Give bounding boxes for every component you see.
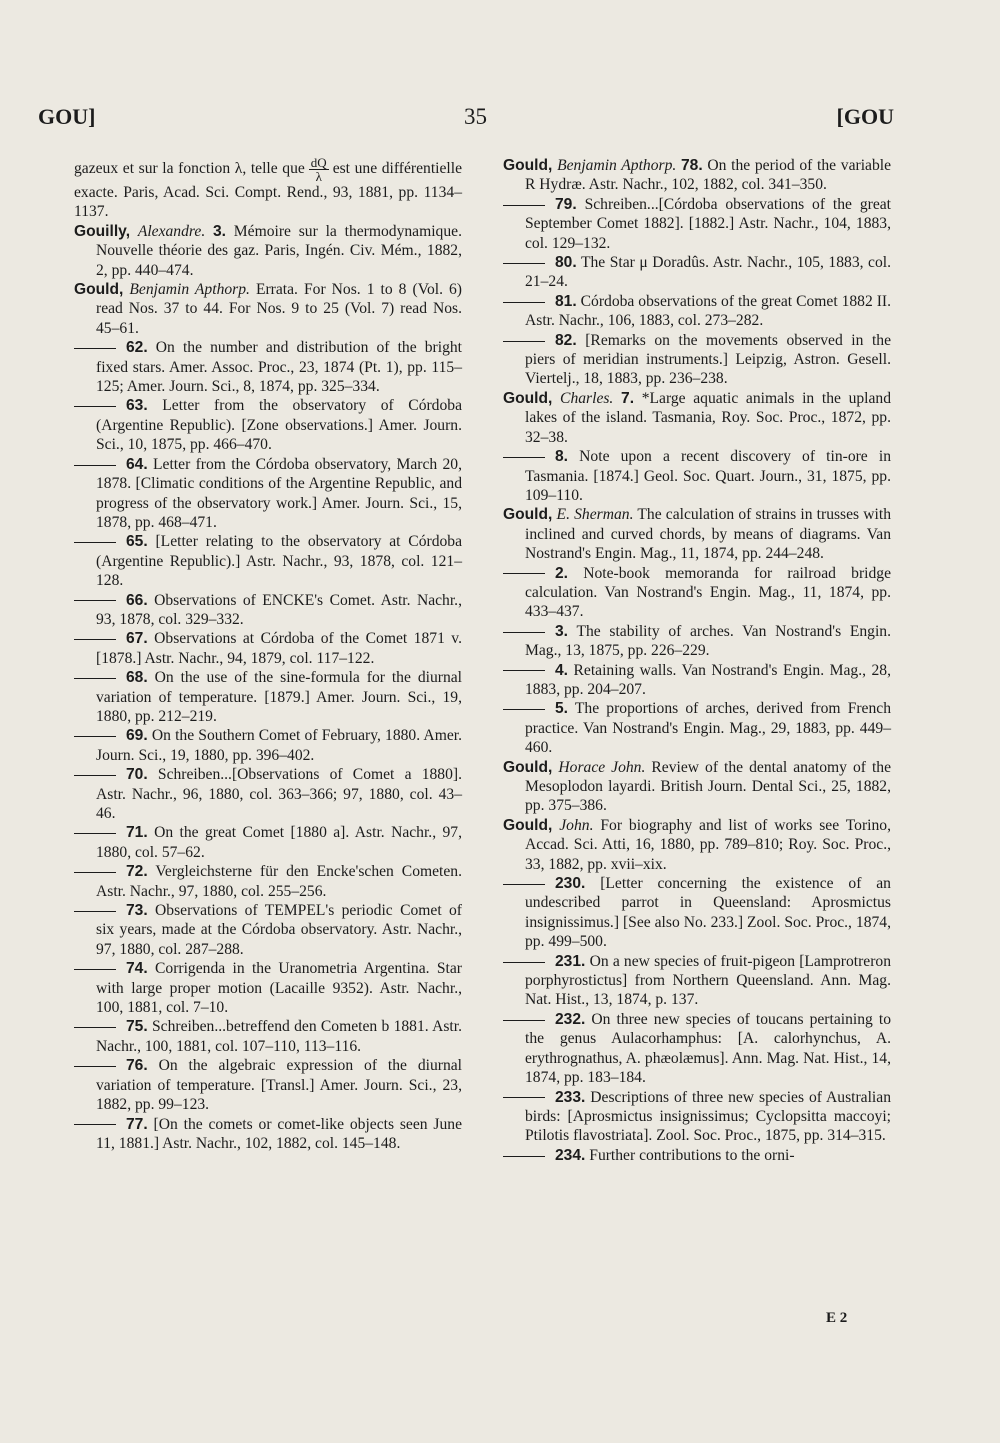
ditto-rule xyxy=(74,911,116,912)
entry-number: 7. xyxy=(621,389,635,407)
ditto-rule xyxy=(74,542,116,543)
ditto-rule xyxy=(74,1066,116,1067)
ditto-rule xyxy=(74,736,116,737)
bibliography-entry xyxy=(74,222,462,280)
ditto-rule xyxy=(74,1124,116,1125)
bibliography-entry xyxy=(74,862,462,901)
signature-mark: E 2 xyxy=(826,1310,848,1326)
page-number: 35 xyxy=(464,104,487,129)
entry-number: 67. xyxy=(126,630,148,648)
entry-number: 233. xyxy=(555,1088,586,1106)
author-surname: Gouilly, xyxy=(74,222,131,240)
entry-text: Schreiben...betreffend den Cometen b 1881. Astr. Nachr., 100, 1881, col. 107–110, 113–116. xyxy=(96,1018,462,1055)
entry-text: Errata. For Nos. 1 to 8 (Vol. 6) read Nos. 37 to 44. For Nos. 9 to 25 (Vol. 7) read Nos. 45–61. xyxy=(96,281,462,337)
ditto-rule xyxy=(74,1027,116,1028)
bibliography-entry xyxy=(503,661,891,700)
entry-text: Corrigenda in the Uranometria Argentina. Star with large proper motion (Lacaille 9352). Astr. Nachr., 100, 1881, col. 7–10. xyxy=(96,960,462,1017)
running-head-right: [GOU xyxy=(836,104,894,129)
author-given-name: John. xyxy=(559,816,594,834)
ditto-rule xyxy=(503,670,545,671)
author-surname: Gould, xyxy=(74,281,124,299)
entry-number: 8. xyxy=(555,448,569,466)
ditto-rule xyxy=(503,1156,545,1157)
running-head-left: GOU] xyxy=(38,104,96,129)
entry-number: 234. xyxy=(555,1146,586,1164)
entry-text: Observations of ENCKE's Comet. Astr. Nachr., 93, 1878, col. 329–332. xyxy=(96,591,462,628)
bibliography-entry xyxy=(503,952,891,1010)
entry-text: Mémoire sur la thermodynamique. Nouvelle théorie des gaz. Paris, Ingén. Civ. Mém., 1882, 2, pp. 440–474. xyxy=(96,222,462,279)
bibliography-entry xyxy=(503,758,891,816)
ditto-rule xyxy=(503,962,545,963)
entry-number: 62. xyxy=(126,339,148,357)
ditto-rule xyxy=(503,457,545,458)
bibliography-entry xyxy=(74,726,462,765)
author-surname: Gould, xyxy=(503,389,553,407)
entry-number: 3. xyxy=(213,222,227,240)
bibliography-entry xyxy=(74,591,462,630)
entry-number: 3. xyxy=(555,622,569,640)
fraction-denominator: λ xyxy=(315,169,322,184)
bibliography-entry xyxy=(503,505,891,563)
entry-text: On the number and distribution of the bright fixed stars. Amer. Assoc. Proc., 23, 1874 (Pt. 1), pp. 115–125; Amer. Journ. Sci., 8, 1874, pp. 325–334. xyxy=(96,339,462,396)
entry-number: 71. xyxy=(126,824,148,842)
entry-number: 2. xyxy=(555,564,569,582)
entry-text: On the use of the sine-formula for the diurnal variation of temperature. [1879.] Amer. Journ. Sci., 19, 1880, pp. 212–219. xyxy=(96,669,462,725)
author-given-name: Benjamin Apthorp. xyxy=(557,157,677,174)
entry-number: 79. xyxy=(555,195,577,213)
ditto-rule xyxy=(503,263,545,264)
bibliography-entry xyxy=(74,280,462,338)
bibliography-entry xyxy=(503,156,891,195)
entry-number: 76. xyxy=(126,1057,148,1075)
bibliography-entry xyxy=(74,1115,462,1154)
bibliography-entry xyxy=(74,1056,462,1114)
entry-number: 69. xyxy=(126,727,148,745)
entry-number: 75. xyxy=(126,1018,148,1036)
entry-number: 5. xyxy=(555,700,569,718)
fraction-numerator: dQ xyxy=(310,155,327,170)
ditto-rule xyxy=(74,348,116,349)
entry-number: 80. xyxy=(555,254,577,272)
ditto-rule xyxy=(503,1020,545,1021)
author-given-name: Alexandre. xyxy=(137,222,206,240)
entry-text: The stability of arches. Van Nostrand's Engin. Mag., 13, 1875, pp. 226–229. xyxy=(525,622,891,660)
entry-text: [On the comets or comet-like objects seen June 11, 1881.] Astr. Nachr., 102, 1882, col. 145–148. xyxy=(96,1115,462,1152)
bibliography-entry xyxy=(503,331,891,389)
bibliography-entry xyxy=(74,823,462,862)
author-given-name: Horace John. xyxy=(558,758,646,776)
entry-text: On a new species of fruit-pigeon [Lamprotreron porphyrostictus] from Northern Queensland. Ann. Mag. Nat. Hist., 13, 1874, p. 137. xyxy=(525,952,891,1009)
bibliography-entry xyxy=(503,389,891,447)
entry-text: On three new species of toucans pertaining to the genus Aulacorhamphus: [A. calorhynchus, A. erythrognathus, A. phæolæmus]. Ann. Mag. Nat. Hist., 14, 1874, pp. 183–184. xyxy=(525,1010,891,1087)
bibliography-entry xyxy=(74,959,462,1017)
bibliography-entry xyxy=(74,901,462,959)
author-given-name: Charles. xyxy=(560,389,614,407)
bibliography-entry xyxy=(503,447,891,505)
entry-text: [Remarks on the movements observed in the piers of meridian instruments.] Leipzig, Astron. Gesell. Viertelj., 18, 1883, pp. 236–238. xyxy=(525,331,891,388)
bibliography-entry xyxy=(503,564,891,622)
entry-text: Review of the dental anatomy of the Mesoplodon layardi. British Journ. Dental Sci., 25, 1882, pp. 375–386. xyxy=(525,758,891,815)
author-surname: Gould, xyxy=(503,506,553,524)
entry-text: Vergleichsterne für den Encke'schen Cometen. Astr. Nachr., 97, 1880, col. 255–256. xyxy=(96,863,462,900)
ditto-rule xyxy=(74,406,116,407)
entry-text: Observations at Córdoba of the Comet 1871 v. [1878.] Astr. Nachr., 94, 1879, col. 117–122. xyxy=(96,630,462,667)
bibliography-entry xyxy=(503,816,891,874)
author-surname: Gould, xyxy=(503,758,553,776)
bibliography-entry xyxy=(503,874,891,952)
ditto-rule xyxy=(74,639,116,640)
entry-number: 81. xyxy=(555,292,577,310)
ditto-rule xyxy=(503,302,545,303)
entry-text: Observations of TEMPEL's periodic Comet of six years, made at the Córdoba observatory. Astr. Nachr., 97, 1880, col. 287–288. xyxy=(96,902,462,958)
ditto-rule xyxy=(503,573,545,574)
entry-number: 72. xyxy=(126,863,148,881)
ditto-rule xyxy=(74,775,116,776)
ditto-rule xyxy=(74,678,116,679)
entry-number: 82. xyxy=(555,331,577,349)
bibliography-entry xyxy=(74,156,462,222)
bibliography-entry xyxy=(74,455,462,533)
entry-number: 77. xyxy=(126,1115,148,1133)
bibliography-entry xyxy=(74,668,462,726)
bibliography-entry xyxy=(503,292,891,331)
entry-text: Schreiben...[Observations of Comet a 1880]. Astr. Nachr., 96, 1880, col. 363–366; 97, 1880, col. 43–46. xyxy=(96,766,462,822)
entry-number: 231. xyxy=(555,952,586,970)
ditto-rule xyxy=(503,632,545,633)
entry-text: Descriptions of three new species of Australian birds: [Aprosmictus insignissimus; Cyclopsitta maccoyi; Ptilotis flavostriata]. Zool. Soc. Proc., 1875, pp. 314–315. xyxy=(525,1088,891,1145)
ditto-rule xyxy=(74,600,116,601)
bibliography-entry xyxy=(503,1088,891,1146)
ditto-rule xyxy=(74,833,116,834)
ditto-rule xyxy=(74,872,116,873)
ditto-rule xyxy=(503,709,545,710)
entry-text: Note-book memoranda for railroad bridge calculation. Van Nostrand's Engin. Mag., 11, 1874, pp. 433–437. xyxy=(525,564,891,621)
right-column xyxy=(503,156,891,1165)
entry-text: For biography and list of works see Torino, Accad. Sci. Atti, 16, 1880, pp. 789–810; Roy. Soc. Proc., 33, 1882, pp. xvii–xix. xyxy=(525,816,891,873)
entry-number: 64. xyxy=(126,455,148,473)
entry-text: The calculation of strains in trusses with inclined and curved chords, by means of diagrams. Van Nostrand's Engin. Mag., 11, 1874, pp. 244–248. xyxy=(525,506,892,563)
entry-number: 63. xyxy=(126,397,148,415)
bibliography-entry xyxy=(74,338,462,396)
entry-text: The proportions of arches, derived from French practice. Van Nostrand's Engin. Mag., 29, 1883, pp. 449–460. xyxy=(525,700,891,757)
bibliography-entry xyxy=(74,629,462,668)
bibliography-entry xyxy=(74,1017,462,1056)
entry-number: 232. xyxy=(555,1010,586,1028)
ditto-rule xyxy=(503,1097,545,1098)
left-column xyxy=(74,156,462,1153)
bibliography-entry xyxy=(74,765,462,823)
entry-text: [Letter relating to the observatory at Córdoba (Argentine Republic).] Astr. Nachr., 93, 1878, col. 121–128. xyxy=(96,533,462,590)
entry-number: 230. xyxy=(555,875,586,893)
entry-text: On the Southern Comet of February, 1880. Amer. Journ. Sci., 19, 1880, pp. 396–402. xyxy=(96,727,462,764)
entry-text: On the great Comet [1880 a]. Astr. Nachr., 97, 1880, col. 57–62. xyxy=(96,824,462,861)
author-given-name: Benjamin Apthorp. xyxy=(129,281,250,299)
bibliography-entry xyxy=(503,1010,891,1088)
entry-number: 78. xyxy=(680,157,703,174)
entry-text: On the algebraic expression of the diurnal variation of temperature. [Transl.] Amer. Journ. Sci., 23, 1882, pp. 99–123. xyxy=(96,1057,462,1114)
bibliography-entry xyxy=(503,699,891,757)
bibliography-entry xyxy=(503,1146,891,1165)
entry-number: 66. xyxy=(126,591,148,609)
entry-number: 68. xyxy=(126,669,148,687)
entry-text: Letter from the observatory of Córdoba (Argentine Republic). [Zone observations.] Amer. Journ. Sci., 10, 1875, pp. 466–470. xyxy=(96,397,462,454)
entry-number: 74. xyxy=(126,960,148,978)
entry-number: 70. xyxy=(126,766,148,784)
entry-text: Further contributions to the orni- xyxy=(589,1146,795,1164)
entry-text: Letter from the Córdoba observatory, March 20, 1878. [Climatic conditions of the Argentine Republic, and progress of the observatory work.] Amer. Journ. Sci., 15, 1878, pp. 468–471. xyxy=(96,455,462,531)
entry-text: Schreiben...[Córdoba observations of the great September Comet 1882]. [1882.] Astr. Nachr., 104, 1883, col. 129–132. xyxy=(525,195,891,252)
entry-text: *Large aquatic animals in the upland lakes of the island. Tasmania, Roy. Soc. Proc., 1872, pp. 32–38. xyxy=(525,389,892,446)
ditto-rule xyxy=(74,969,116,970)
entry-number: 65. xyxy=(126,533,148,551)
ditto-rule xyxy=(503,341,545,342)
entry-text: Córdoba observations of the great Comet 1882 II. Astr. Nachr., 106, 1883, col. 273–282. xyxy=(525,292,891,330)
entry-text: gazeux et sur la fonction λ, telle que xyxy=(74,160,305,178)
entry-text: Retaining walls. Van Nostrand's Engin. Mag., 28, 1883, pp. 204–207. xyxy=(525,661,891,698)
entry-text: [Letter concerning the existence of an undescribed parrot in Queensland: Aprosmictus insignissimus.] [See also No. 233.] Zool. Soc. Proc., 1874, pp. 499–500. xyxy=(525,875,891,951)
entry-text: On the period of the variable R Hydræ. Astr. Nachr., 102, 1882, col. 341–350. xyxy=(525,157,892,194)
fraction xyxy=(309,156,329,183)
entry-text: Note upon a recent discovery of tin-ore in Tasmania. [1874.] Geol. Soc. Quart. Journ., 31, 1875, pp. 109–110. xyxy=(525,448,891,504)
entry-text: The Star μ Doradûs. Astr. Nachr., 105, 1883, col. 21–24. xyxy=(525,254,891,291)
ditto-rule xyxy=(74,465,116,466)
author-given-name: E. Sherman. xyxy=(556,506,634,524)
ditto-rule xyxy=(503,884,545,885)
bibliography-entry xyxy=(74,396,462,454)
entry-text: est une différentielle exacte. Paris, Acad. Sci. Compt. Rend., 93, 1881, pp. 1134–1137. xyxy=(74,160,462,221)
author-surname: Gould, xyxy=(503,816,553,834)
ditto-rule xyxy=(503,205,545,206)
bibliography-entry xyxy=(74,532,462,590)
author-surname: Gould, xyxy=(503,157,553,174)
entry-number: 73. xyxy=(126,902,148,920)
bibliography-entry xyxy=(503,622,891,661)
bibliography-entry xyxy=(503,195,891,253)
entry-number: 4. xyxy=(555,661,569,679)
bibliography-entry xyxy=(503,253,891,292)
